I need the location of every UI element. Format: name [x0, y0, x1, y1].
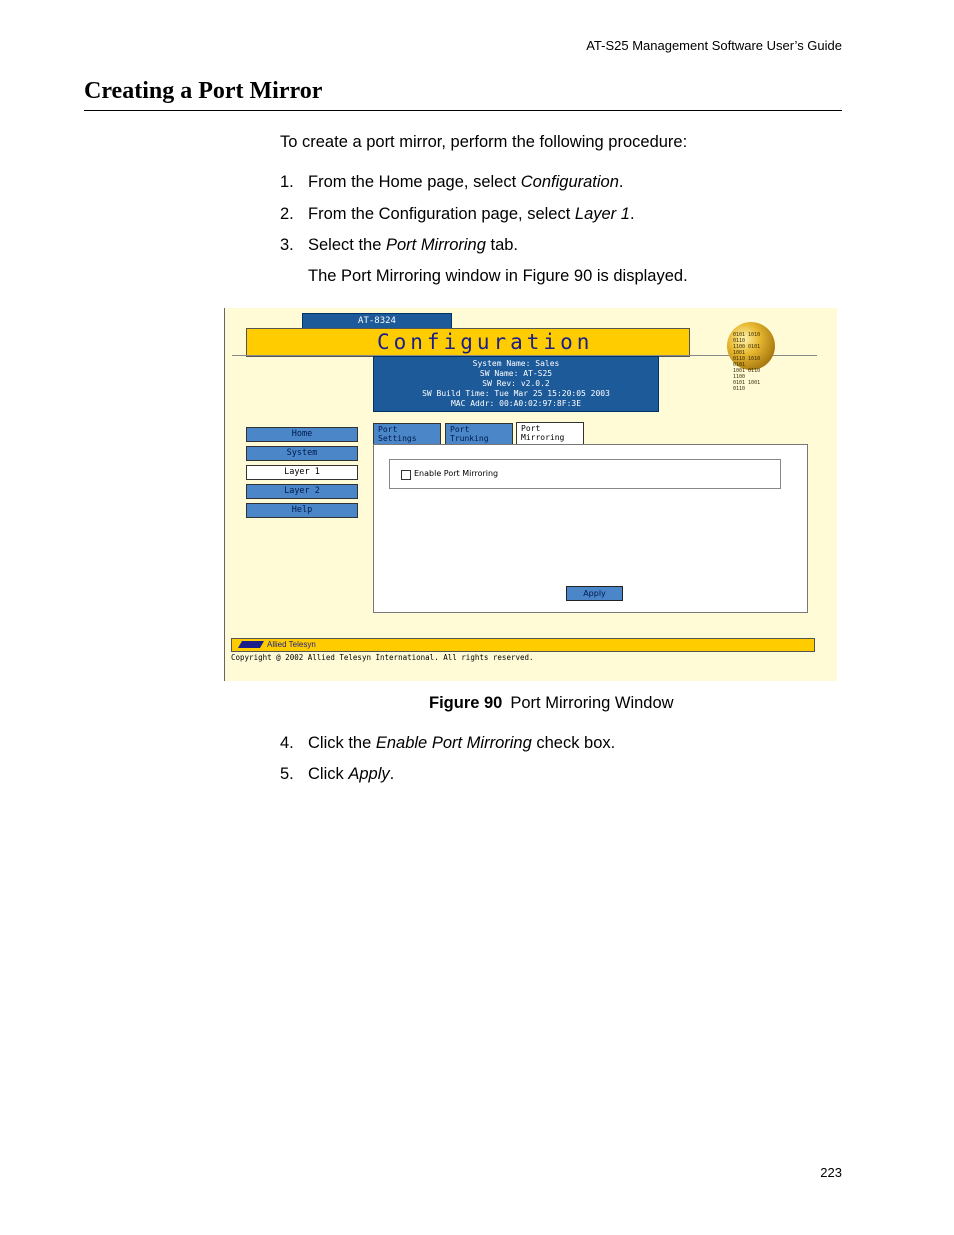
- nav-layer2-button[interactable]: Layer 2: [246, 484, 358, 499]
- figure-left-border: [224, 308, 225, 681]
- enable-mirroring-group: [389, 459, 781, 489]
- step-emphasis: Port Mirroring: [385, 236, 486, 254]
- step-text-end: check box.: [531, 734, 616, 752]
- nav-layer1-button[interactable]: Layer 1: [246, 465, 358, 480]
- copyright-text: Copyright @ 2002 Allied Telesyn International. All rights reserved.: [231, 653, 534, 662]
- nav-help-button[interactable]: Help: [246, 503, 358, 518]
- step-text-end: tab.: [485, 236, 519, 254]
- step-number: 3.: [280, 236, 294, 254]
- tab-label-line2: Mirroring: [521, 433, 565, 442]
- step-emphasis: Layer 1: [574, 205, 630, 223]
- tab-port-settings[interactable]: [373, 423, 441, 444]
- step-text-end: .: [629, 205, 635, 223]
- configuration-title: Configuration: [377, 330, 594, 354]
- step-text: From the Configuration page, select: [308, 205, 575, 223]
- sw-rev: SW Rev: v2.0.2: [482, 379, 550, 388]
- globe-icon: [727, 322, 775, 392]
- step-3-note: The Port Mirroring window in Figure 90 is displayed.: [308, 267, 688, 285]
- tab-label-line1: Port: [450, 425, 470, 434]
- step-emphasis: Enable Port Mirroring: [375, 734, 532, 752]
- tab-port-mirroring[interactable]: [516, 422, 584, 445]
- enable-port-mirroring-checkbox[interactable]: [401, 470, 411, 480]
- page-number: 223: [820, 1165, 842, 1180]
- step-emphasis: Configuration: [520, 173, 619, 191]
- step-number: 2.: [280, 205, 294, 223]
- apply-button[interactable]: Apply: [566, 586, 623, 601]
- step-2: [280, 205, 635, 224]
- footer-bar: [231, 638, 815, 652]
- nav-system-button[interactable]: System: [246, 446, 358, 461]
- step-emphasis: Apply: [348, 765, 390, 783]
- brand-name: Allied Telesyn: [267, 640, 316, 649]
- configuration-banner: [246, 328, 690, 357]
- tab-label-line1: Port: [521, 424, 541, 433]
- step-text: Click the: [308, 734, 376, 752]
- step-1: [280, 173, 624, 192]
- step-text: Click: [308, 765, 349, 783]
- mac-addr: MAC Addr: 00:A0:02:97:8F:3E: [450, 399, 582, 408]
- model-label: AT-8324: [302, 313, 452, 329]
- tab-label-line2: Trunking: [450, 434, 489, 443]
- sw-name: SW Name: AT-S25: [479, 369, 553, 378]
- step-number: 1.: [280, 173, 294, 191]
- sw-build-time: SW Build Time: Tue Mar 25 15:20:05 2003: [422, 389, 610, 398]
- running-header: AT-S25 Management Software User’s Guide: [586, 38, 842, 53]
- step-number: 5.: [280, 765, 294, 783]
- step-text: From the Home page, select: [308, 173, 521, 191]
- step-text: Select the: [308, 236, 386, 254]
- port-mirroring-panel: [373, 444, 808, 613]
- step-text-end: .: [618, 173, 624, 191]
- step-3: [280, 236, 518, 255]
- step-5: [280, 765, 394, 784]
- port-mirroring-figure: [224, 308, 837, 681]
- title-rule: [84, 110, 842, 111]
- section-title: Creating a Port Mirror: [84, 78, 323, 104]
- globe-binary-pattern: 0101 1010 0110 1100 0101 1001 0110 1010 0101 1001 0110 1100 0101 1001 0110: [733, 332, 761, 392]
- step-text-end: .: [389, 765, 395, 783]
- nav-home-button[interactable]: Home: [246, 427, 358, 442]
- allied-telesyn-logo-icon: [238, 641, 264, 648]
- caption-text: Port Mirroring Window: [510, 694, 674, 712]
- figure-caption: [429, 694, 674, 713]
- enable-port-mirroring-label: Enable Port Mirroring: [414, 469, 499, 478]
- caption-label: Figure 90: [429, 694, 503, 712]
- system-name: System Name: Sales: [472, 359, 560, 368]
- tab-label-line1: Port: [378, 425, 398, 434]
- step-4: [280, 734, 615, 753]
- tab-port-trunking[interactable]: [445, 423, 513, 444]
- tab-label-line2: Settings: [378, 434, 417, 443]
- system-info-panel: [373, 356, 659, 412]
- step-number: 4.: [280, 734, 294, 752]
- intro-text: To create a port mirror, perform the following procedure:: [280, 133, 688, 151]
